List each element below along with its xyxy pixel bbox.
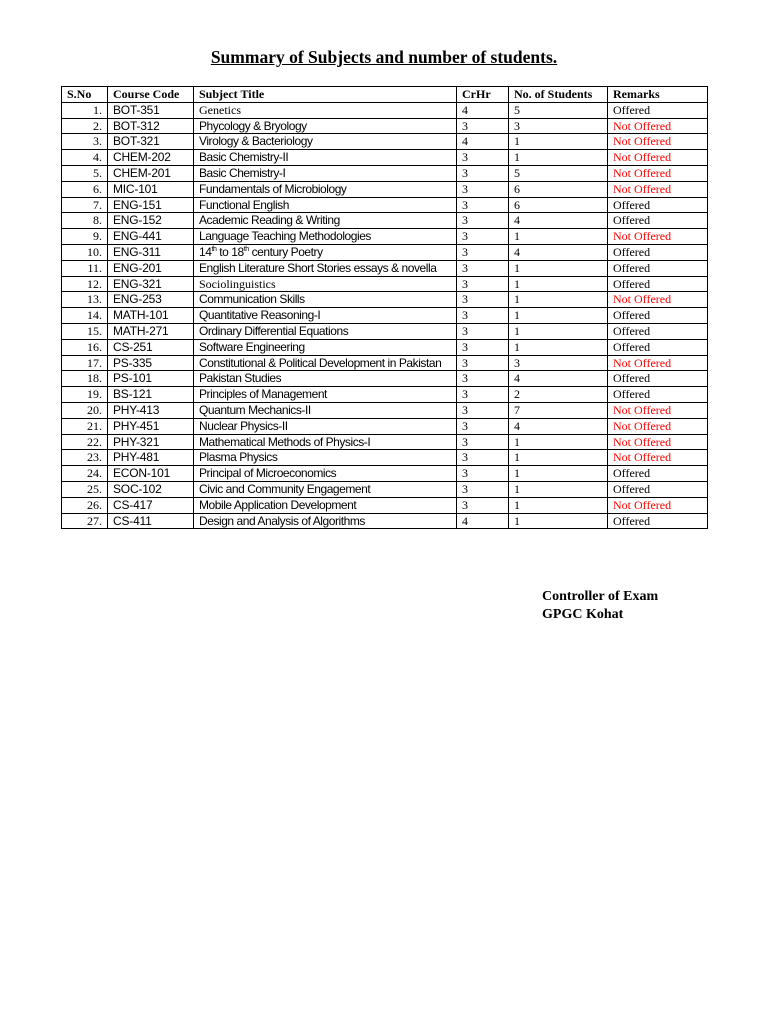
table-row <box>62 402 708 418</box>
cell-sno: 21. <box>62 418 108 434</box>
cell-sno: 10. <box>62 244 108 260</box>
cell-crhr: 3 <box>457 276 509 292</box>
cell-sno: 12. <box>62 276 108 292</box>
cell-crhr: 3 <box>457 229 509 245</box>
table-row <box>62 387 708 403</box>
ordinal-superscript: th <box>211 245 217 253</box>
cell-sno: 13. <box>62 292 108 308</box>
cell-sno: 5. <box>62 165 108 181</box>
header-remarks: Remarks <box>608 87 708 103</box>
cell-remarks: Not Offered <box>608 450 708 466</box>
table-row <box>62 181 708 197</box>
cell-no-of-students: 5 <box>509 102 608 118</box>
table-row <box>62 134 708 150</box>
cell-crhr: 3 <box>457 387 509 403</box>
signature-block <box>542 588 658 624</box>
cell-crhr: 3 <box>457 165 509 181</box>
table-row <box>62 260 708 276</box>
cell-sno: 15. <box>62 323 108 339</box>
cell-no-of-students: 1 <box>509 513 608 529</box>
cell-subject-title: Genetics <box>194 102 457 118</box>
cell-course-code: CS-417 <box>108 497 194 513</box>
cell-subject-title: Ordinary Differential Equations <box>194 323 457 339</box>
cell-no-of-students: 1 <box>509 450 608 466</box>
cell-remarks: Offered <box>608 308 708 324</box>
cell-subject-title: Constitutional & Political Development in Pakistan <box>194 355 457 371</box>
cell-sno: 19. <box>62 387 108 403</box>
cell-course-code: ENG-151 <box>108 197 194 213</box>
cell-remarks: Offered <box>608 276 708 292</box>
cell-course-code: PHY-451 <box>108 418 194 434</box>
table-row <box>62 308 708 324</box>
cell-crhr: 3 <box>457 244 509 260</box>
cell-subject-title: Design and Analysis of Algorithms <box>194 513 457 529</box>
cell-remarks: Not Offered <box>608 402 708 418</box>
cell-no-of-students: 1 <box>509 308 608 324</box>
table-row <box>62 229 708 245</box>
cell-course-code: PS-101 <box>108 371 194 387</box>
cell-no-of-students: 3 <box>509 118 608 134</box>
cell-course-code: CS-251 <box>108 339 194 355</box>
cell-crhr: 3 <box>457 371 509 387</box>
cell-subject-title: Mobile Application Development <box>194 497 457 513</box>
cell-remarks: Offered <box>608 481 708 497</box>
cell-crhr: 3 <box>457 497 509 513</box>
cell-no-of-students: 1 <box>509 229 608 245</box>
cell-sno: 14. <box>62 308 108 324</box>
cell-remarks: Offered <box>608 513 708 529</box>
cell-course-code: BS-121 <box>108 387 194 403</box>
cell-sno: 25. <box>62 481 108 497</box>
header-sno: S.No <box>62 87 108 103</box>
cell-subject-title: Mathematical Methods of Physics-I <box>194 434 457 450</box>
cell-sno: 18. <box>62 371 108 387</box>
table-row <box>62 118 708 134</box>
cell-remarks: Offered <box>608 371 708 387</box>
cell-crhr: 3 <box>457 323 509 339</box>
cell-crhr: 3 <box>457 197 509 213</box>
cell-subject-title: Communication Skills <box>194 292 457 308</box>
cell-subject-title: Sociolinguistics <box>194 276 457 292</box>
table-row <box>62 371 708 387</box>
cell-remarks: Offered <box>608 197 708 213</box>
table-row <box>62 450 708 466</box>
cell-subject-title: Academic Reading & Writing <box>194 213 457 229</box>
table-row <box>62 497 708 513</box>
cell-sno: 24. <box>62 466 108 482</box>
cell-subject-title: Software Engineering <box>194 339 457 355</box>
cell-crhr: 3 <box>457 355 509 371</box>
cell-crhr: 3 <box>457 118 509 134</box>
cell-remarks: Not Offered <box>608 229 708 245</box>
cell-subject-title: Pakistan Studies <box>194 371 457 387</box>
cell-no-of-students: 1 <box>509 497 608 513</box>
cell-no-of-students: 1 <box>509 276 608 292</box>
cell-remarks: Not Offered <box>608 134 708 150</box>
cell-subject-title: Civic and Community Engagement <box>194 481 457 497</box>
cell-crhr: 3 <box>457 260 509 276</box>
cell-course-code: ENG-152 <box>108 213 194 229</box>
cell-crhr: 3 <box>457 181 509 197</box>
cell-remarks: Not Offered <box>608 118 708 134</box>
cell-sno: 26. <box>62 497 108 513</box>
cell-no-of-students: 1 <box>509 434 608 450</box>
cell-sno: 11. <box>62 260 108 276</box>
cell-course-code: ENG-441 <box>108 229 194 245</box>
cell-sno: 27. <box>62 513 108 529</box>
cell-subject-title: Functional English <box>194 197 457 213</box>
table-row <box>62 513 708 529</box>
cell-subject-title: Principles of Management <box>194 387 457 403</box>
table-body <box>62 102 708 529</box>
cell-subject-title: Basic Chemistry-II <box>194 150 457 166</box>
cell-remarks: Offered <box>608 244 708 260</box>
cell-remarks: Not Offered <box>608 434 708 450</box>
cell-course-code: BOT-321 <box>108 134 194 150</box>
cell-sno: 22. <box>62 434 108 450</box>
cell-no-of-students: 1 <box>509 260 608 276</box>
cell-course-code: CHEM-202 <box>108 150 194 166</box>
cell-no-of-students: 2 <box>509 387 608 403</box>
cell-no-of-students: 4 <box>509 213 608 229</box>
cell-sno: 3. <box>62 134 108 150</box>
table-row <box>62 165 708 181</box>
cell-sno: 9. <box>62 229 108 245</box>
cell-course-code: PS-335 <box>108 355 194 371</box>
cell-subject-title: Quantitative Reasoning-I <box>194 308 457 324</box>
cell-sno: 1. <box>62 102 108 118</box>
cell-subject-title: Language Teaching Methodologies <box>194 229 457 245</box>
table-row <box>62 418 708 434</box>
cell-no-of-students: 1 <box>509 339 608 355</box>
document-title: Summary of Subjects and number of students. <box>210 47 558 67</box>
cell-course-code: PHY-321 <box>108 434 194 450</box>
cell-course-code: ENG-253 <box>108 292 194 308</box>
table-row <box>62 276 708 292</box>
cell-course-code: CHEM-201 <box>108 165 194 181</box>
cell-sno: 4. <box>62 150 108 166</box>
title-text: 14 <box>199 244 212 259</box>
title-text: to 18 <box>216 244 244 259</box>
cell-no-of-students: 1 <box>509 134 608 150</box>
cell-no-of-students: 4 <box>509 418 608 434</box>
cell-subject-title: Virology & Bacteriology <box>194 134 457 150</box>
header-crhr: CrHr <box>457 87 509 103</box>
cell-course-code: PHY-481 <box>108 450 194 466</box>
cell-course-code: BOT-312 <box>108 118 194 134</box>
table-row <box>62 150 708 166</box>
ordinal-superscript: th <box>243 245 249 253</box>
cell-course-code: MATH-101 <box>108 308 194 324</box>
cell-remarks: Not Offered <box>608 150 708 166</box>
cell-subject-title <box>194 244 457 260</box>
cell-no-of-students: 4 <box>509 244 608 260</box>
title-text: century Poetry <box>248 244 323 259</box>
cell-course-code: BOT-351 <box>108 102 194 118</box>
cell-remarks: Offered <box>608 323 708 339</box>
table-row <box>62 197 708 213</box>
signature-institution: GPGC Kohat <box>542 607 624 622</box>
cell-no-of-students: 6 <box>509 181 608 197</box>
table-row <box>62 323 708 339</box>
cell-no-of-students: 1 <box>509 481 608 497</box>
table-row <box>62 292 708 308</box>
cell-no-of-students: 4 <box>509 371 608 387</box>
table-row <box>62 102 708 118</box>
table-row <box>62 434 708 450</box>
cell-sno: 6. <box>62 181 108 197</box>
cell-course-code: MIC-101 <box>108 181 194 197</box>
table-row <box>62 244 708 260</box>
cell-subject-title: Phycology & Bryology <box>194 118 457 134</box>
table-row <box>62 213 708 229</box>
cell-remarks: Offered <box>608 102 708 118</box>
cell-remarks: Not Offered <box>608 165 708 181</box>
table-row <box>62 339 708 355</box>
cell-remarks: Not Offered <box>608 418 708 434</box>
cell-subject-title: English Literature Short Stories essays & novella <box>194 260 457 276</box>
cell-crhr: 3 <box>457 466 509 482</box>
cell-subject-title: Quantum Mechanics-II <box>194 402 457 418</box>
cell-remarks: Offered <box>608 213 708 229</box>
cell-no-of-students: 1 <box>509 292 608 308</box>
cell-no-of-students: 1 <box>509 323 608 339</box>
header-course-code: Course Code <box>108 87 194 103</box>
cell-crhr: 3 <box>457 402 509 418</box>
cell-crhr: 3 <box>457 418 509 434</box>
table-header-row <box>62 87 708 103</box>
cell-remarks: Offered <box>608 466 708 482</box>
cell-no-of-students: 5 <box>509 165 608 181</box>
cell-subject-title: Basic Chemistry-I <box>194 165 457 181</box>
cell-subject-title: Principal of Microeconomics <box>194 466 457 482</box>
cell-remarks: Not Offered <box>608 292 708 308</box>
table-row <box>62 481 708 497</box>
cell-crhr: 4 <box>457 513 509 529</box>
cell-crhr: 3 <box>457 481 509 497</box>
cell-no-of-students: 1 <box>509 150 608 166</box>
cell-sno: 16. <box>62 339 108 355</box>
cell-subject-title: Fundamentals of Microbiology <box>194 181 457 197</box>
cell-crhr: 4 <box>457 134 509 150</box>
cell-remarks: Offered <box>608 260 708 276</box>
cell-sno: 20. <box>62 402 108 418</box>
cell-subject-title: Nuclear Physics-II <box>194 418 457 434</box>
cell-no-of-students: 6 <box>509 197 608 213</box>
cell-remarks: Offered <box>608 387 708 403</box>
signature-title: Controller of Exam <box>542 589 659 604</box>
cell-crhr: 3 <box>457 434 509 450</box>
cell-course-code: ENG-321 <box>108 276 194 292</box>
table-row <box>62 355 708 371</box>
cell-course-code: ENG-311 <box>108 244 194 260</box>
cell-crhr: 3 <box>457 213 509 229</box>
header-subject-title: Subject Title <box>194 87 457 103</box>
header-no-of-students: No. of Students <box>509 87 608 103</box>
cell-subject-title: Plasma Physics <box>194 450 457 466</box>
cell-sno: 7. <box>62 197 108 213</box>
cell-crhr: 3 <box>457 292 509 308</box>
cell-no-of-students: 7 <box>509 402 608 418</box>
cell-crhr: 4 <box>457 102 509 118</box>
cell-remarks: Not Offered <box>608 355 708 371</box>
cell-remarks: Offered <box>608 339 708 355</box>
cell-course-code: ENG-201 <box>108 260 194 276</box>
cell-sno: 2. <box>62 118 108 134</box>
table-row <box>62 466 708 482</box>
cell-remarks: Not Offered <box>608 497 708 513</box>
cell-course-code: MATH-271 <box>108 323 194 339</box>
cell-course-code: CS-411 <box>108 513 194 529</box>
cell-sno: 23. <box>62 450 108 466</box>
cell-course-code: PHY-413 <box>108 402 194 418</box>
cell-crhr: 3 <box>457 150 509 166</box>
cell-crhr: 3 <box>457 450 509 466</box>
cell-sno: 8. <box>62 213 108 229</box>
cell-course-code: ECON-101 <box>108 466 194 482</box>
cell-crhr: 3 <box>457 339 509 355</box>
cell-course-code: SOC-102 <box>108 481 194 497</box>
cell-sno: 17. <box>62 355 108 371</box>
subjects-summary-table <box>61 86 708 529</box>
cell-crhr: 3 <box>457 308 509 324</box>
cell-remarks: Not Offered <box>608 181 708 197</box>
cell-no-of-students: 3 <box>509 355 608 371</box>
cell-no-of-students: 1 <box>509 466 608 482</box>
